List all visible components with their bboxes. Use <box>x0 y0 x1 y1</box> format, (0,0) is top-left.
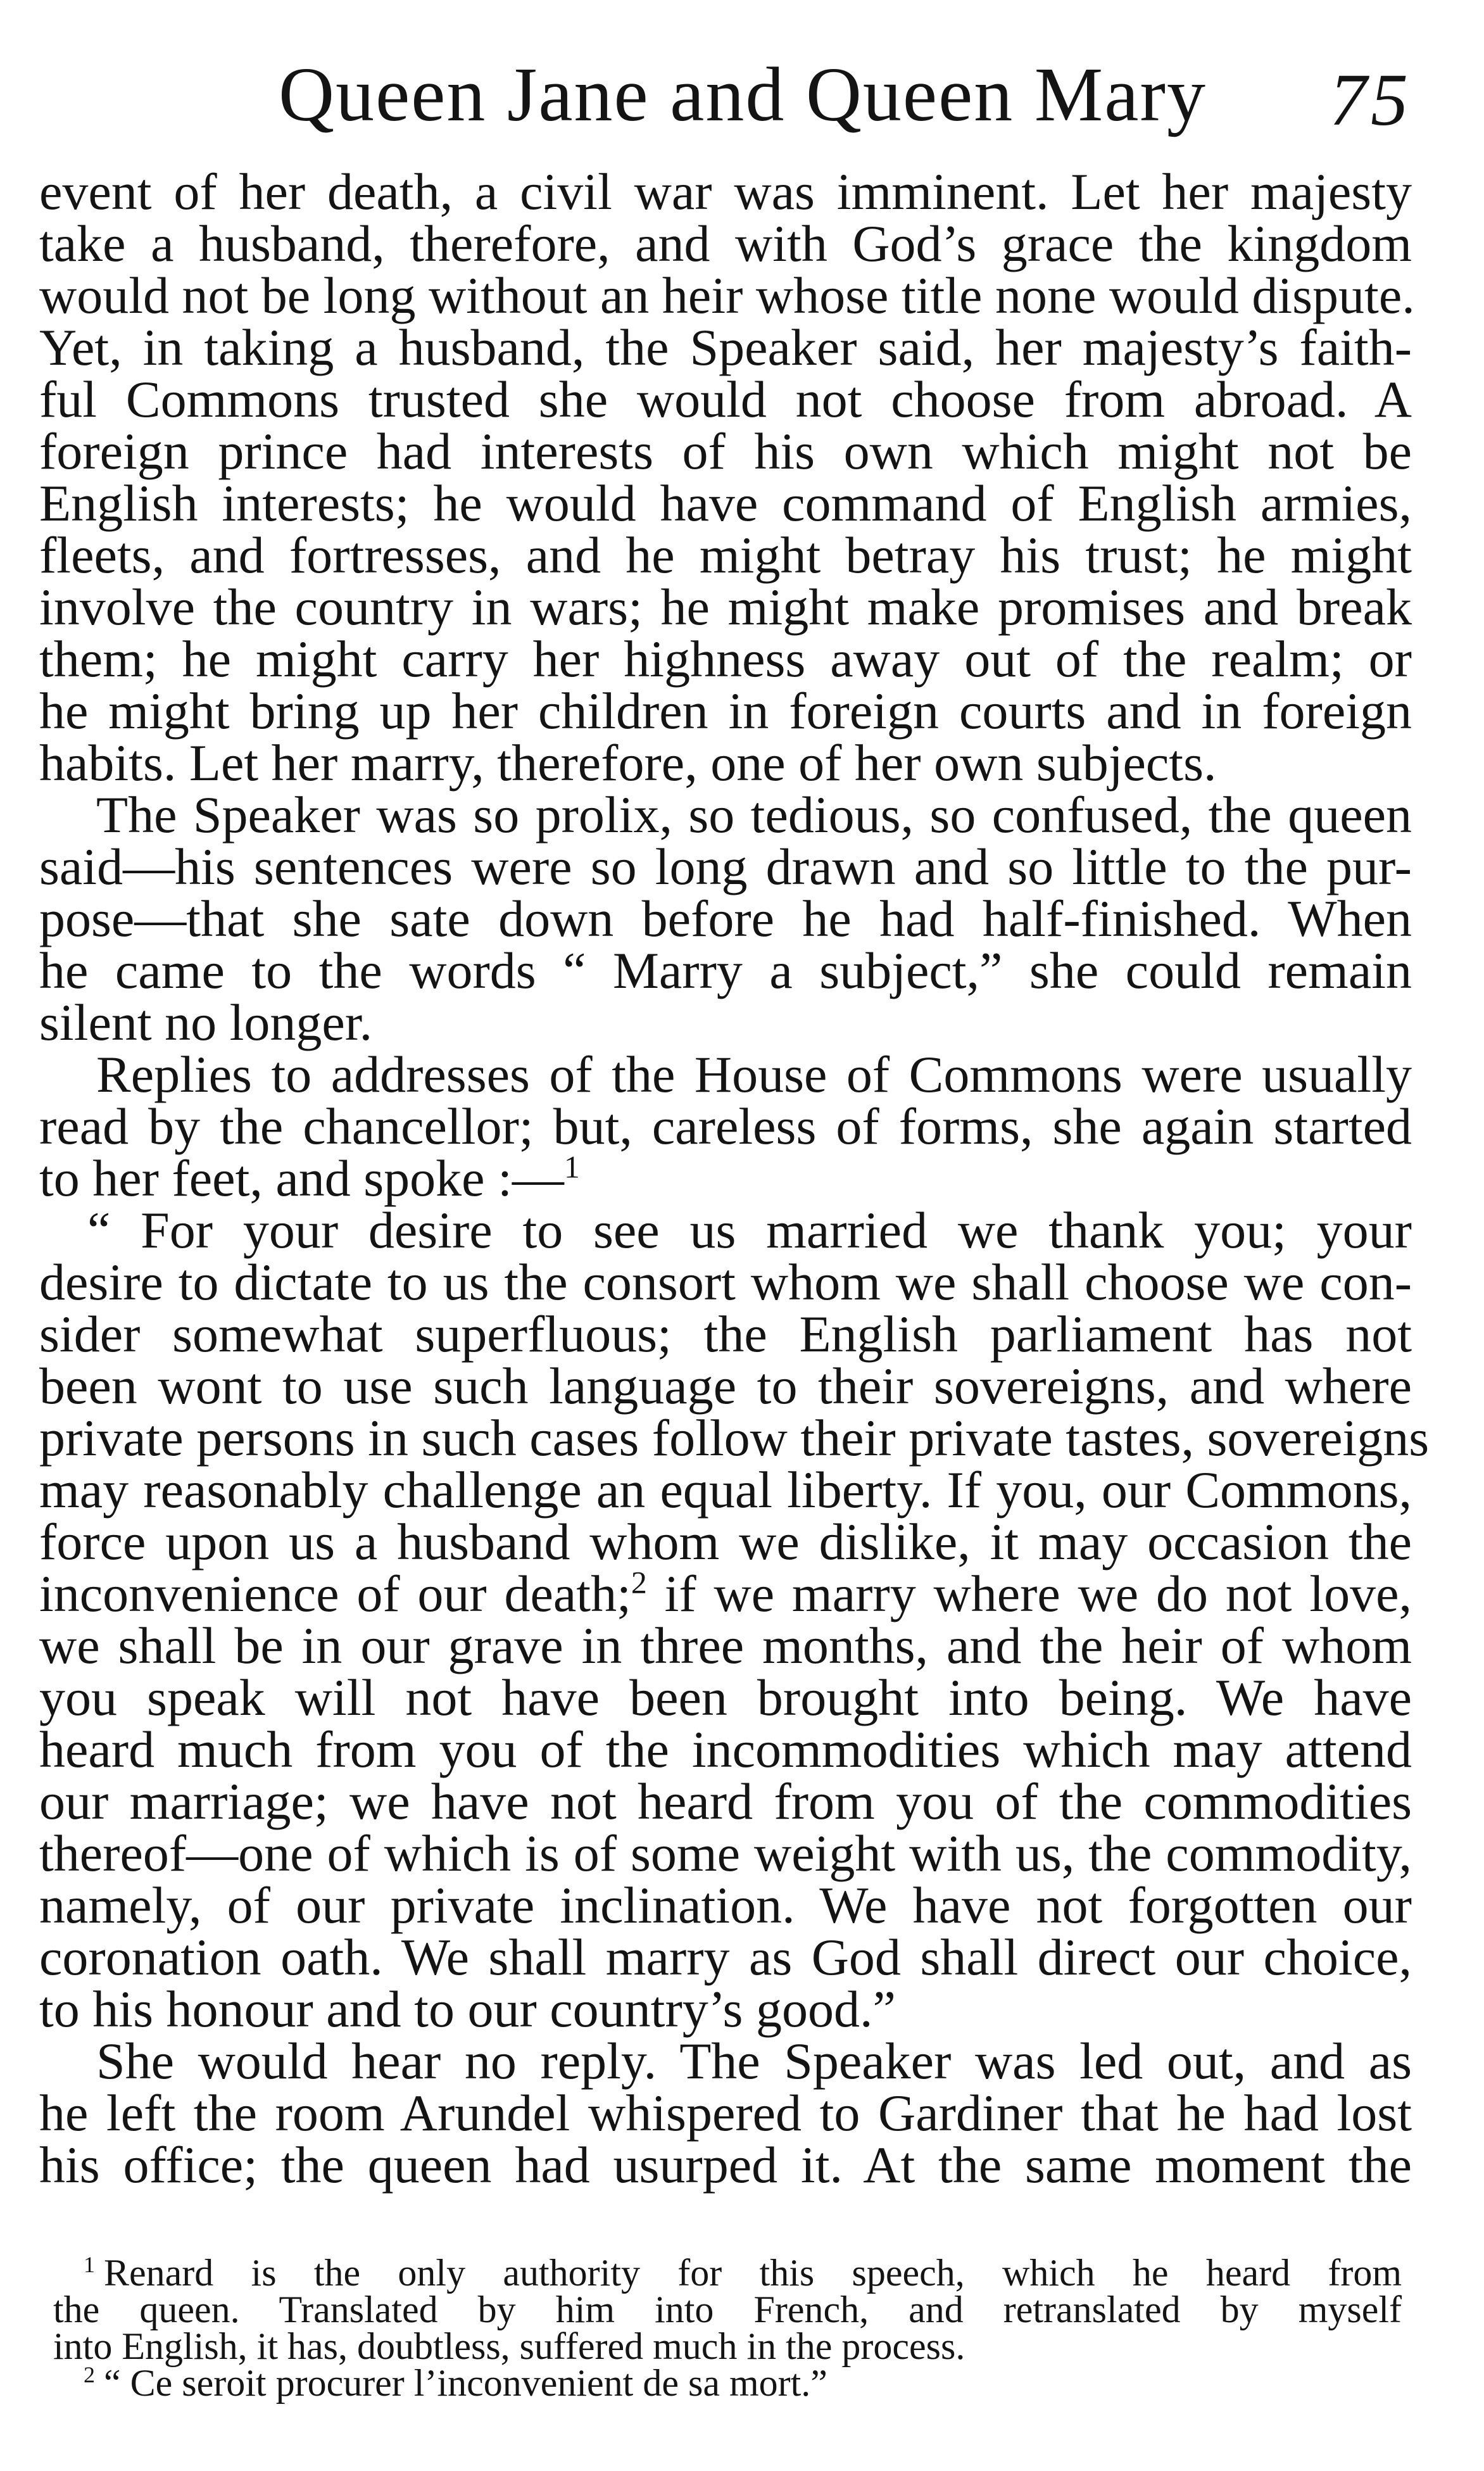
text-line: ful Commons trusted she would not choose from abroad. A <box>39 370 1412 428</box>
text-line-with-note <box>39 1149 1412 1207</box>
body-text <box>39 163 1430 2194</box>
text-line: desire to dictate to us the consort whom we shall choose we con- <box>39 1253 1412 1311</box>
footnote-mark: 2 <box>84 2362 95 2387</box>
text-line: The Speaker was so prolix, so tedious, so confused, the queen <box>96 786 1412 844</box>
text-segment: to her feet, and spoke :— <box>39 1149 564 1207</box>
text-line: been wont to use such language to their sovereigns, and where <box>39 1357 1412 1415</box>
running-head <box>38 44 1412 146</box>
text-line: involve the country in wars; he might make promises and break <box>39 578 1412 636</box>
text-line-with-note <box>39 1564 1412 1622</box>
text-line: silent no longer. <box>39 994 373 1051</box>
text-line: private persons in such cases follow their private tastes, sovereigns <box>39 1409 1430 1467</box>
text-line: would not be long without an heir whose title none would dispute. <box>39 267 1415 324</box>
text-line: “ For your desire to see us married we thank you; your <box>87 1201 1412 1259</box>
footnote-text: Renard is the only authority for this speech, which he heard from <box>104 2252 1402 2294</box>
text-segment: if we marry where we do not love, <box>646 1565 1412 1622</box>
text-line: may reasonably challenge an equal liberty. If you, our Commons, <box>39 1461 1412 1519</box>
page-number: 75 <box>1330 58 1412 141</box>
text-line: force upon us a husband whom we dislike, it may occasion the <box>39 1513 1412 1570</box>
text-line: you speak will not have been brought into being. We have <box>39 1669 1412 1726</box>
text-line: read by the chancellor; but, careless of forms, she again started <box>39 1097 1412 1155</box>
text-line: thereof—one of which is of some weight with us, the commodity, <box>39 1824 1412 1882</box>
text-line: to his honour and to our country’s good.” <box>39 1980 896 2038</box>
footnotes <box>53 2252 1402 2404</box>
text-line: habits. Let her marry, therefore, one of her own subjects. <box>39 734 1217 792</box>
text-line: we shall be in our grave in three months, and the heir of whom <box>39 1617 1412 1674</box>
text-line: said—his sentences were so long drawn and so little to the pur- <box>39 838 1412 895</box>
text-line: foreign prince had interests of his own which might not be <box>39 422 1412 480</box>
text-line: Replies to addresses of the House of Commons were usually <box>96 1046 1412 1103</box>
footnote-reference: 2 <box>631 1564 647 1600</box>
text-line: She would hear no reply. The Speaker was led out, and as <box>96 2032 1412 2090</box>
text-line: namely, of our private inclination. We have not forgotten our <box>39 1876 1412 1934</box>
footnote-text: “ Ce seroit procurer l’inconvenient de sa mort.” <box>104 2362 827 2404</box>
text-line: English interests; he would have command of English armies, <box>39 474 1412 532</box>
footnote-line: the queen. Translated by him into French, and retranslated by myself <box>53 2289 1402 2330</box>
footnote-line <box>53 2362 1402 2404</box>
text-line: he came to the words “ Marry a subject,” she could remain <box>39 942 1412 999</box>
text-line: them; he might carry her highness away out of the realm; or <box>39 630 1412 688</box>
text-segment: inconvenience of our death; <box>39 1565 631 1622</box>
footnote-reference: 1 <box>563 1149 580 1185</box>
text-line: he might bring up her children in foreign courts and in foreign <box>39 682 1412 740</box>
footnote-line: into English, it has, doubtless, suffered much in the process. <box>53 2325 965 2367</box>
text-line: fleets, and fortresses, and he might betray his trust; he might <box>39 526 1412 584</box>
text-line: sider somewhat superfluous; the English parliament has not <box>39 1305 1412 1363</box>
text-line: our marriage; we have not heard from you of the commodities <box>39 1773 1412 1830</box>
text-line: heard much from you of the incommodities which may attend <box>39 1721 1412 1778</box>
footnote-line <box>53 2252 1402 2294</box>
text-line: pose—that she sate down before he had half-finished. When <box>39 890 1412 947</box>
text-line: coronation oath. We shall marry as God shall direct our choice, <box>39 1928 1412 1986</box>
footnote-mark: 1 <box>84 2252 95 2277</box>
text-line: take a husband, therefore, and with God’s grace the kingdom <box>39 215 1412 272</box>
text-line: his office; the queen had usurped it. At the same moment the <box>39 2136 1412 2194</box>
text-line: Yet, in taking a husband, the Speaker said, her majesty’s faith- <box>39 319 1412 376</box>
text-line: he left the room Arundel whispered to Gardiner that he had lost <box>39 2084 1412 2142</box>
text-line: event of her death, a civil war was imminent. Let her majesty <box>39 163 1412 220</box>
running-title: Queen Jane and Queen Mary <box>279 52 1207 137</box>
